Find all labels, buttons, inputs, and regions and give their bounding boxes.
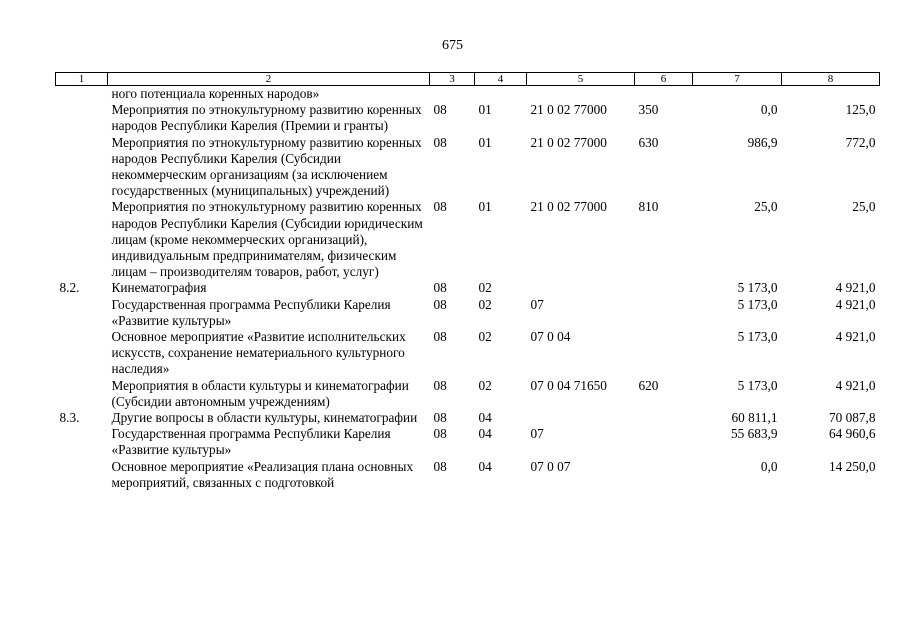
row-target-article: 07 0 04 71650 [530, 377, 607, 393]
row-amount-1: 55 683,9 [730, 426, 778, 442]
row-number: 8.2. [59, 280, 80, 296]
row-section: 08 [433, 280, 447, 296]
row-amount-2: 4 921,0 [835, 296, 876, 312]
row-subsection [475, 86, 527, 103]
row-expense-type [635, 426, 693, 458]
table-row [56, 102, 880, 134]
row-name: Кинематография [111, 280, 207, 296]
row-target-article: 21 0 02 77000 [530, 102, 607, 118]
row-expense-type [635, 329, 693, 378]
row-name: Основное мероприятие «Реализация плана основных мероприятий, связанных с подготовкой [111, 458, 414, 490]
row-expense-type: 620 [638, 377, 659, 393]
row-name: Основное мероприятие «Развитие исполнительских искусств, сохранение нематериального культурного наследия» [111, 329, 406, 377]
row-section: 08 [433, 377, 447, 393]
row-expense-type: 810 [638, 199, 659, 215]
header-row [56, 73, 880, 86]
row-section: 08 [433, 329, 447, 345]
row-amount-1: 5 173,0 [737, 377, 778, 393]
row-target-article [527, 410, 635, 426]
row-amount-1 [693, 86, 782, 103]
row-amount-2: 64 960,6 [828, 426, 876, 442]
row-amount-2 [782, 86, 880, 103]
table-row [56, 426, 880, 458]
table-row [56, 297, 880, 329]
table-row [56, 459, 880, 491]
row-subsection: 02 [478, 377, 492, 393]
row-name: ного потенциала коренных народов» [111, 86, 320, 101]
table-row [56, 410, 880, 426]
row-name: Мероприятия по этнокультурному развитию коренных народов Республики Карелия (Премии и гранты) [111, 102, 422, 134]
col-header: 2 [108, 73, 430, 86]
row-subsection: 02 [478, 296, 492, 312]
row-amount-1: 986,9 [747, 134, 778, 150]
row-subsection: 01 [478, 199, 492, 215]
row-name: Другие вопросы в области культуры, кинематографии [111, 410, 418, 426]
row-expense-type: 350 [638, 102, 659, 118]
col-header: 4 [475, 73, 527, 86]
row-number [56, 199, 108, 280]
row-number [56, 297, 108, 329]
row-amount-2: 70 087,8 [828, 410, 876, 426]
row-amount-1: 5 173,0 [737, 329, 778, 345]
table-row [56, 135, 880, 200]
row-section: 08 [433, 199, 447, 215]
row-subsection: 04 [478, 410, 492, 426]
row-amount-2: 4 921,0 [835, 377, 876, 393]
row-section: 08 [433, 426, 447, 442]
row-target-article: 21 0 02 77000 [530, 134, 607, 150]
row-amount-2: 25,0 [852, 199, 876, 215]
row-section: 08 [433, 296, 447, 312]
row-subsection: 02 [478, 329, 492, 345]
row-amount-1: 5 173,0 [737, 280, 778, 296]
row-number [56, 378, 108, 410]
row-number [56, 135, 108, 200]
row-subsection: 04 [478, 458, 492, 474]
col-header: 8 [782, 73, 880, 86]
page-number: 675 [442, 38, 463, 53]
row-section: 08 [433, 410, 447, 426]
row-target-article: 07 [530, 296, 544, 312]
table-body [56, 86, 880, 492]
row-target-article [527, 280, 635, 296]
row-amount-2: 14 250,0 [828, 458, 876, 474]
row-name: Мероприятия по этнокультурному развитию коренных народов Республики Карелия (Субсидии некоммерческим организациям (за исключением государственных (муниципальных) учреждений) [111, 134, 422, 199]
row-amount-2: 4 921,0 [835, 329, 876, 345]
row-subsection: 01 [478, 134, 492, 150]
col-header: 7 [693, 73, 782, 86]
row-expense-type: 630 [638, 134, 659, 150]
col-header: 1 [56, 73, 108, 86]
row-amount-2: 125,0 [845, 102, 876, 118]
row-section: 08 [433, 102, 447, 118]
row-number [56, 329, 108, 378]
row-number [56, 426, 108, 458]
row-section: 08 [433, 458, 447, 474]
row-target-article: 07 0 07 [530, 458, 571, 474]
row-subsection: 02 [478, 280, 492, 296]
row-number [56, 86, 108, 103]
row-amount-2: 4 921,0 [835, 280, 876, 296]
row-expense-type [635, 297, 693, 329]
table-row [56, 86, 880, 103]
row-amount-1: 5 173,0 [737, 296, 778, 312]
table-row [56, 199, 880, 280]
row-name: Мероприятия в области культуры и кинематографии (Субсидии автономным учреждениям) [111, 377, 409, 409]
row-amount-1: 0,0 [760, 102, 778, 118]
row-section: 08 [433, 134, 447, 150]
row-name: Мероприятия по этнокультурному развитию коренных народов Республики Карелия (Субсидии юридическим лицам (кроме некоммерческих организаций), индивидуальным предпринимателям, физическим лицам – производителям товаров, работ, услуг) [111, 199, 423, 280]
row-section [430, 86, 475, 103]
col-header: 6 [635, 73, 693, 86]
row-amount-1: 60 811,1 [731, 410, 778, 426]
row-expense-type [635, 459, 693, 491]
row-target-article: 07 0 04 [530, 329, 571, 345]
row-number [56, 459, 108, 491]
table-row [56, 329, 880, 378]
row-name: Государственная программа Республики Карелия «Развитие культуры» [111, 426, 391, 458]
row-subsection: 04 [478, 426, 492, 442]
budget-table [55, 72, 880, 491]
row-expense-type [635, 86, 693, 103]
table-row [56, 378, 880, 410]
row-target-article: 21 0 02 77000 [530, 199, 607, 215]
row-amount-1: 25,0 [754, 199, 778, 215]
row-target-article [527, 86, 635, 103]
row-expense-type [635, 410, 693, 426]
row-amount-2: 772,0 [845, 134, 876, 150]
row-expense-type [635, 280, 693, 296]
table-row [56, 280, 880, 296]
row-amount-1: 0,0 [760, 458, 778, 474]
row-number: 8.3. [59, 410, 80, 426]
row-name: Государственная программа Республики Карелия «Развитие культуры» [111, 296, 391, 328]
col-header: 5 [527, 73, 635, 86]
row-target-article: 07 [530, 426, 544, 442]
row-subsection: 01 [478, 102, 492, 118]
row-number [56, 102, 108, 134]
col-header: 3 [430, 73, 475, 86]
